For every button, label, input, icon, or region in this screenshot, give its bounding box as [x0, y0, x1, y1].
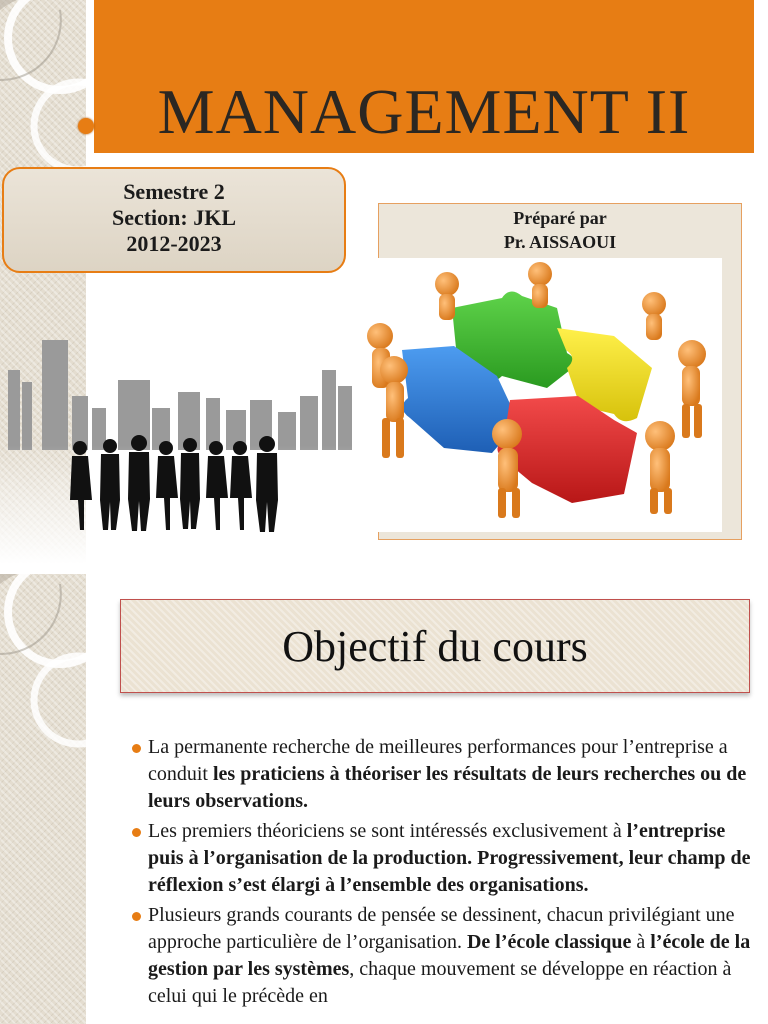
section-label: Section: JKL — [111, 205, 237, 230]
bullet-item — [132, 818, 752, 899]
city-skyline-illustration — [0, 300, 352, 564]
year-label: 2012-2023 — [126, 231, 222, 256]
bullet-bold-text: l’entreprise puis à l’organisation de la production. Progressivement, leur champ de réflexion s’est élargi à l’ensemble des organisations. — [148, 820, 751, 896]
bullet-text: Les premiers théoriciens se sont intéressés exclusivement à — [148, 820, 627, 842]
bullet-item — [132, 902, 752, 1010]
prepared-by-label: Préparé par — [513, 208, 607, 228]
bullet-text: , chaque mouvement se développe en réaction à celui qui le précède en — [148, 958, 732, 1007]
puzzle-illustration-graphic — [352, 258, 722, 532]
bullet-item — [132, 734, 752, 815]
decorative-strip — [0, 574, 86, 1024]
objective-heading: Objectif du cours — [282, 622, 588, 671]
slide-title: MANAGEMENT II — [157, 76, 691, 147]
puzzle-team-illustration — [352, 258, 722, 532]
bullet-bold-text: De l’école classique — [466, 931, 632, 953]
bullet-icon — [132, 744, 141, 753]
course-info-box — [2, 167, 346, 273]
decorative-circles — [0, 574, 86, 1024]
bullet-text: à — [631, 931, 651, 953]
bullet-bold-text: l’école de la gestion par les systèmes — [148, 931, 751, 980]
orange-dot-decoration — [78, 118, 94, 134]
semester-label: Semestre 2 — [123, 179, 225, 204]
skyline-graphic — [0, 300, 352, 564]
bullet-icon — [132, 912, 141, 921]
bullet-text: Plusieurs grands courants de pensée se dessinent, chacun privilégiant une approche particulière de l’organisation. — [148, 904, 735, 953]
objective-slide — [0, 574, 768, 1024]
objective-bullet-list — [132, 734, 752, 1013]
slide-separator — [0, 564, 768, 574]
title-bar — [94, 0, 754, 153]
objective-heading-box — [120, 599, 750, 693]
bullet-icon — [132, 828, 141, 837]
bullet-text: La permanente recherche de meilleures performances pour l’entreprise a conduit — [148, 736, 728, 785]
bullet-bold-text: les praticiens à théoriser les résultats de leurs recherches ou de leurs observations. — [148, 763, 747, 812]
author-name: Pr. AISSAOUI — [503, 232, 617, 252]
